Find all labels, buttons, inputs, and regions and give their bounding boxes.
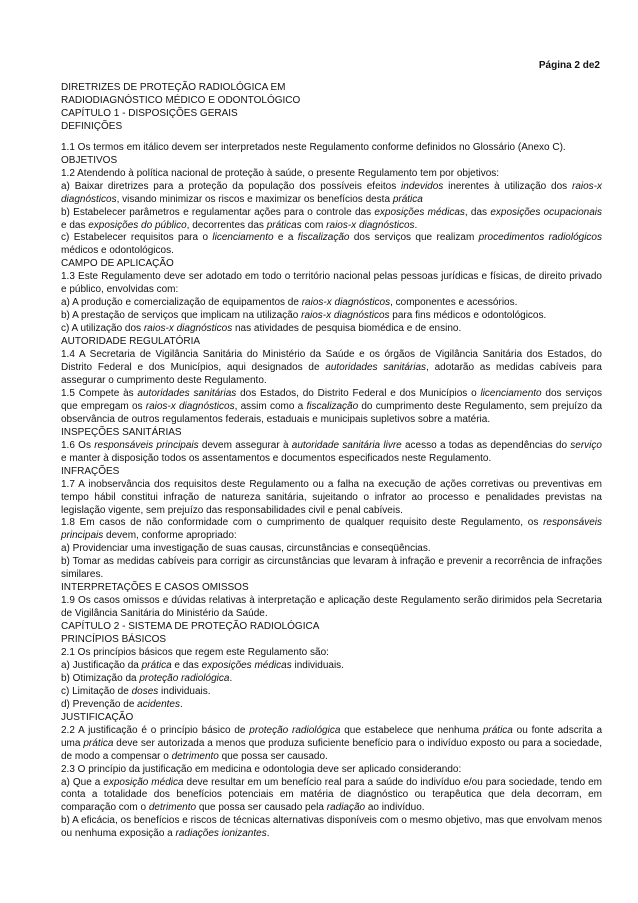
text-run: 1.7 A inobservância dos requisitos deste Regulamento ou a falha na execução de ações corretivas ou preventivas em tempo hábil constitui infração de natureza sanitária, sujeitando o infrator ao processo e penalidades previstas na legislação vigente, sem prejuízo das responsabilidades civil e penal cabíveis. bbox=[61, 478, 602, 516]
text-run: deve resultar em um benefício real para a saúde do indivíduo e/ou para sociedade, tendo em conta a totalidade dos benefícios potenciais em matéria de diagnóstico ou terapêutica que dela decorram, em comparação com o bbox=[61, 776, 602, 814]
text-paragraph bbox=[61, 323, 602, 336]
text-run: 2.3 O princípio da justificação em medicina e odontologia deve ser aplicado considerando: bbox=[61, 763, 462, 775]
italic-term: exposições do público bbox=[88, 219, 187, 231]
text-run: CAPÍTULO 2 - SISTEMA DE PROTEÇÃO RADIOLÓGICA bbox=[61, 621, 320, 633]
text-paragraph bbox=[61, 427, 602, 440]
text-run: a) A produção e comercialização de equipamentos de bbox=[61, 297, 302, 309]
text-paragraph bbox=[61, 815, 602, 841]
text-paragraph bbox=[61, 207, 602, 233]
text-run: 1.3 Este Regulamento deve ser adotado em todo o território nacional pelas pessoas jurídicas e físicas, de direito privado e público, envolvidas com: bbox=[61, 271, 602, 296]
text-run: b) Otimização da bbox=[61, 672, 140, 684]
text-run: que estabelece que nenhuma bbox=[340, 724, 483, 736]
text-paragraph bbox=[61, 699, 602, 712]
text-run: . bbox=[266, 828, 270, 840]
text-run: . bbox=[414, 219, 418, 231]
italic-term: prática bbox=[482, 724, 513, 736]
text-paragraph bbox=[61, 673, 602, 686]
italic-term: procedimentos radiológicos bbox=[478, 232, 602, 244]
text-run: 1.1 Os termos em itálico devem ser interpretados neste Regulamento conforme definidos no Glossário (Anexo C). bbox=[61, 141, 566, 153]
italic-term: autoridade sanitária livre bbox=[291, 439, 402, 451]
text-run: AUTORIDADE REGULATÓRIA bbox=[61, 336, 201, 348]
text-paragraph bbox=[61, 479, 602, 518]
text-run: 2.2 A justificação é o princípio básico de bbox=[61, 724, 250, 736]
text-run: e manter à disposição todos os assentamentos e documentos especificados neste Regulamento. bbox=[61, 452, 492, 464]
text-run: do cumprimento deste Regulamento, sem prejuízo da observância de outros regulamentos federais, estaduais e municipais supletivos sobre a matéria. bbox=[61, 400, 603, 425]
text-run: b) Estabelecer parâmetros e regulamentar ações para o controle das bbox=[61, 206, 375, 218]
text-run: 2.1 Os princípios básicos que regem este Regulamento são: bbox=[61, 646, 329, 658]
text-run: b) A prestação de serviços que implicam na utilização bbox=[61, 310, 302, 322]
text-run: e das bbox=[61, 219, 89, 231]
italic-term: prática bbox=[392, 193, 423, 205]
text-run: OBJETIVOS bbox=[61, 154, 118, 166]
text-run: dos serviços que empregam os bbox=[61, 387, 602, 412]
text-run: DEFINIÇÕES bbox=[61, 120, 123, 132]
text-run: ou fonte adscrita a uma bbox=[61, 724, 602, 749]
italic-term: exposições ocupacionais bbox=[490, 206, 602, 218]
text-paragraph bbox=[61, 168, 602, 181]
text-run: nas atividades de pesquisa biomédica e de ensino. bbox=[232, 323, 462, 335]
text-run: que possa ser causado. bbox=[218, 750, 328, 762]
text-run: devem, conforme apropriado: bbox=[103, 530, 237, 542]
text-run: DIRETRIZES DE PROTEÇÃO RADIOLÓGICA EM bbox=[61, 82, 286, 93]
text-run: c) Limitação de bbox=[61, 685, 132, 697]
text-paragraph bbox=[61, 336, 602, 349]
text-run: CAMPO DE APLICAÇÃO bbox=[61, 258, 174, 270]
italic-term: exposições médicas bbox=[374, 206, 465, 218]
text-run: INFRAÇÕES bbox=[61, 465, 120, 477]
text-run: JUSTIFICAÇÃO bbox=[61, 711, 134, 723]
text-paragraph bbox=[61, 725, 602, 764]
text-run: ao indivíduo. bbox=[365, 802, 425, 814]
italic-term: prática bbox=[83, 737, 114, 749]
text-paragraph bbox=[61, 155, 602, 168]
italic-term: serviço bbox=[570, 439, 602, 451]
text-run: 1.8 Em casos de não conformidade com o cumprimento de qualquer requisito deste Regulamento, os bbox=[61, 517, 544, 529]
page-number: Página 2 de2 bbox=[538, 60, 600, 71]
italic-term: raios-x diagnósticos bbox=[61, 180, 602, 205]
italic-term: proteção radiológica bbox=[139, 672, 230, 684]
italic-term: detrimento bbox=[171, 750, 219, 762]
italic-term: fiscalização bbox=[306, 400, 359, 412]
text-run: 1.9 Os casos omissos e dúvidas relativas à interpretação e aplicação deste Regulamento serão dirimidos pela Secretaria de Vigilância Sanitária do Ministério da Saúde. bbox=[61, 595, 602, 620]
text-run: 1.2 Atendendo à política nacional de proteção à saúde, o presente Regulamento tem por objetivos: bbox=[61, 167, 500, 179]
italic-term: licenciamento bbox=[212, 232, 274, 244]
italic-term: doses bbox=[131, 685, 159, 697]
text-run: d) Prevenção de bbox=[61, 698, 138, 710]
text-paragraph bbox=[61, 764, 602, 777]
italic-term: licenciamento bbox=[480, 387, 542, 399]
text-run: médicos e odontológicos. bbox=[61, 245, 174, 257]
italic-term: autoridades sanitárias bbox=[137, 387, 237, 399]
text-run: a) Providenciar uma investigação de suas causas, circunstâncias e conseqüências. bbox=[61, 543, 431, 555]
text-run: deve ser autorizada a menos que produza suficiente benefício para o indivíduo exposto ou para a sociedade, de modo a compensar o bbox=[61, 737, 603, 762]
text-paragraph bbox=[61, 108, 602, 121]
text-paragraph bbox=[61, 660, 602, 673]
text-run: a) Que a bbox=[61, 776, 104, 788]
text-paragraph bbox=[61, 582, 602, 595]
text-run: c) A utilização dos bbox=[61, 323, 144, 335]
italic-term: responsáveis principais bbox=[94, 439, 199, 451]
italic-term: prática bbox=[141, 659, 172, 671]
italic-term: detrimento bbox=[148, 802, 197, 814]
italic-term: responsáveis principais bbox=[61, 517, 602, 542]
text-run: dos serviços que realizam bbox=[349, 232, 479, 244]
text-run: INTERPRETAÇÕES E CASOS OMISSOS bbox=[61, 582, 249, 594]
text-run: c) Estabelecer requisitos para o bbox=[61, 232, 213, 244]
text-paragraph bbox=[61, 556, 602, 582]
text-run: 1.4 A Secretaria de Vigilância Sanitária do Ministério da Saúde e os órgãos de Vigilância Sanitária dos Estados, do Distrito Federal e dos Municípios, aqui designados de bbox=[61, 349, 602, 374]
italic-term: raios-x diagnósticos bbox=[143, 323, 233, 335]
text-paragraph bbox=[61, 517, 602, 543]
text-paragraph bbox=[61, 142, 602, 155]
text-paragraph bbox=[61, 82, 602, 95]
text-paragraph bbox=[61, 388, 602, 427]
text-run: RADIODIAGNÓSTICO MÉDICO E ODONTOLÓGICO bbox=[61, 94, 301, 106]
text-run: individuais. bbox=[158, 685, 211, 697]
text-paragraph bbox=[61, 95, 602, 108]
text-paragraph bbox=[61, 777, 602, 816]
text-paragraph bbox=[61, 466, 602, 479]
text-paragraph bbox=[61, 621, 602, 634]
text-paragraph bbox=[61, 121, 602, 134]
text-run: , adotarão as medidas cabíveis para assegurar o cumprimento deste Regulamento. bbox=[61, 362, 602, 386]
italic-term: raios-x diagnósticos bbox=[326, 219, 415, 231]
text-run: INSPEÇÕES SANITÁRIAS bbox=[61, 426, 182, 438]
document-body bbox=[61, 82, 602, 841]
italic-term: acidentes bbox=[137, 698, 180, 710]
text-run: b) A eficácia, os benefícios e riscos de técnicas alternativas disponíveis com o mesmo objetivo, mas que envolvam menos ou nenhuma exposição a bbox=[61, 815, 602, 840]
text-run: inerentes à utilização dos bbox=[443, 180, 572, 192]
text-run: para fins médicos e odontológicos. bbox=[389, 310, 547, 322]
text-paragraph bbox=[61, 232, 602, 258]
text-paragraph bbox=[61, 297, 602, 310]
text-paragraph bbox=[61, 647, 602, 660]
text-run: , das bbox=[464, 206, 491, 218]
text-paragraph bbox=[61, 686, 602, 699]
text-paragraph bbox=[61, 310, 602, 323]
italic-term: exposição médica bbox=[103, 776, 184, 788]
text-paragraph bbox=[61, 181, 602, 207]
text-run: a) Baixar diretrizes para a proteção da população dos possíveis efeitos bbox=[61, 180, 402, 192]
text-run: acesso a todas as dependências do bbox=[401, 439, 571, 451]
italic-term: radiação bbox=[326, 802, 366, 814]
italic-term: raios-x diagnósticos bbox=[301, 310, 390, 322]
text-run: e a bbox=[273, 232, 298, 244]
italic-term: autoridades sanitárias bbox=[325, 362, 427, 374]
text-run: , visando minimizar os riscos e maximizar os benefícios desta bbox=[116, 193, 393, 205]
text-run: 1.6 Os bbox=[61, 439, 95, 451]
text-paragraph bbox=[61, 440, 602, 466]
text-paragraph bbox=[61, 543, 602, 556]
text-run: 1.5 Compete às bbox=[61, 387, 138, 399]
text-run: , decorrentes das bbox=[186, 219, 267, 231]
italic-term: exposições médicas bbox=[201, 659, 292, 671]
text-paragraph bbox=[61, 712, 602, 725]
italic-term: fiscalização bbox=[297, 232, 350, 244]
italic-term: raios-x diagnósticos bbox=[145, 400, 235, 412]
text-run: . bbox=[229, 672, 233, 684]
italic-term: proteção radiológica bbox=[249, 724, 341, 736]
text-paragraph bbox=[61, 634, 602, 647]
paragraph-gap bbox=[61, 134, 602, 142]
text-paragraph bbox=[61, 258, 602, 271]
text-run: que possa ser causado pela bbox=[196, 802, 327, 814]
text-run: a) Justificação da bbox=[61, 659, 142, 671]
italic-term: raios-x diagnósticos bbox=[301, 297, 391, 309]
text-paragraph bbox=[61, 349, 602, 388]
text-run: devem assegurar à bbox=[198, 439, 292, 451]
italic-term: práticas bbox=[266, 219, 302, 231]
text-run: PRINCÍPIOS BÁSICOS bbox=[61, 634, 167, 646]
text-run: . bbox=[179, 698, 183, 710]
text-run: e das bbox=[171, 659, 202, 671]
text-paragraph bbox=[61, 595, 602, 621]
text-run: individuais. bbox=[291, 659, 344, 671]
text-run: dos Estados, do Distrito Federal e dos Municípios o bbox=[236, 387, 481, 399]
italic-term: indevidos bbox=[401, 180, 444, 192]
text-run: b) Tomar as medidas cabíveis para corrigir as circunstâncias que levaram à infração e prevenir a recorrência de infrações similares. bbox=[61, 556, 602, 581]
text-paragraph bbox=[61, 271, 602, 297]
text-run: com bbox=[301, 219, 327, 231]
text-run: , assim como a bbox=[234, 400, 307, 412]
text-run: , componentes e acessórios. bbox=[390, 297, 518, 309]
text-run: CAPÍTULO 1 - DISPOSIÇÕES GERAIS bbox=[61, 107, 238, 119]
italic-term: radiações ionizantes bbox=[175, 828, 267, 840]
